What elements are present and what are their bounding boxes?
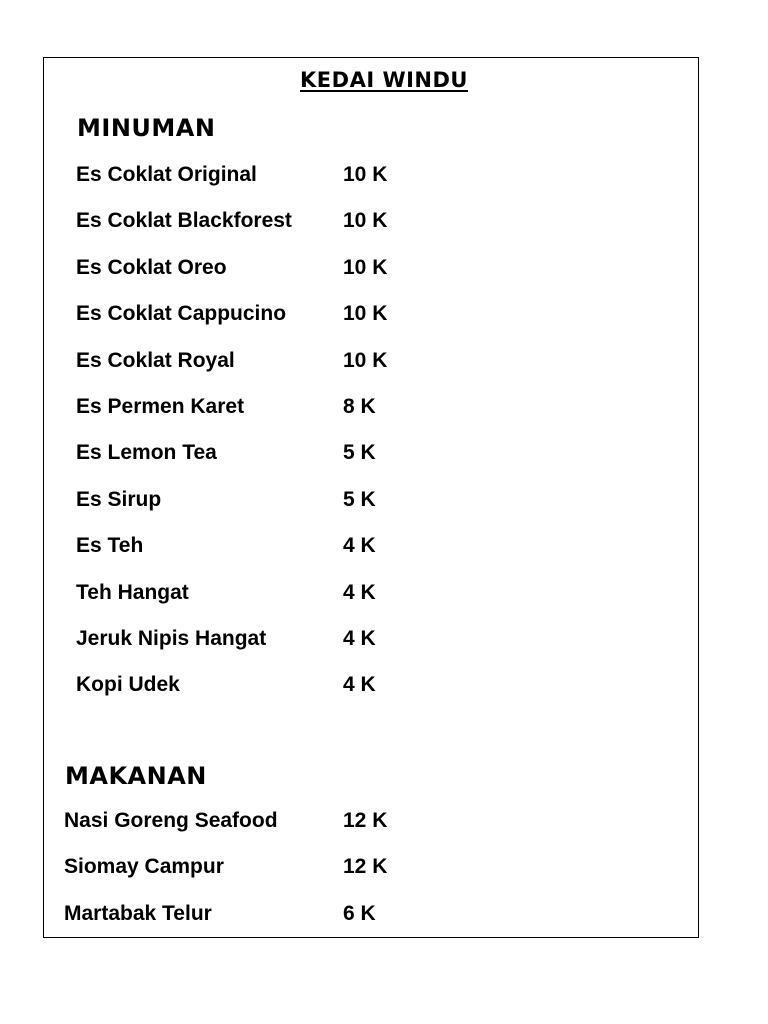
item-name: Es Coklat Oreo xyxy=(76,255,227,279)
item-name: Es Coklat Original xyxy=(76,163,257,186)
item-name: Es Permen Karet xyxy=(76,394,245,418)
menu-title: KEDAI WINDU xyxy=(300,68,468,92)
item-name: Es Coklat Cappucino xyxy=(76,302,287,326)
item-price: 10 K xyxy=(343,348,388,372)
item-price: 10 K xyxy=(343,209,388,233)
section-title-drinks: MINUMAN xyxy=(77,114,216,142)
item-name: Jeruk Nipis Hangat xyxy=(76,626,267,650)
item-name: Es Sirup xyxy=(76,487,162,511)
item-price: 12 K xyxy=(343,809,388,832)
item-price: 4 K xyxy=(343,580,376,604)
item-name: Martabak Telur xyxy=(64,901,212,925)
item-price: 5 K xyxy=(343,441,376,465)
item-price: 12 K xyxy=(343,855,388,879)
item-name: Es Coklat Blackforest xyxy=(76,209,292,233)
item-name: Siomay Campur xyxy=(64,855,224,879)
item-price: 4 K xyxy=(343,673,376,697)
item-price: 4 K xyxy=(343,534,376,558)
item-price: 4 K xyxy=(343,626,376,650)
item-name: Es Lemon Tea xyxy=(76,441,217,465)
item-price: 6 K xyxy=(343,901,376,925)
item-name: Nasi Goreng Seafood xyxy=(64,809,278,832)
item-name: Es Teh xyxy=(76,534,144,558)
item-price: 10 K xyxy=(343,255,388,279)
item-price: 10 K xyxy=(343,163,388,186)
item-name: Es Coklat Royal xyxy=(76,348,235,372)
item-price: 8 K xyxy=(343,394,376,418)
section-title-food: MAKANAN xyxy=(65,762,207,790)
item-price: 10 K xyxy=(343,302,388,326)
item-name: Kopi Udek xyxy=(76,673,180,697)
item-name: Teh Hangat xyxy=(76,580,189,604)
item-price: 5 K xyxy=(343,487,376,511)
